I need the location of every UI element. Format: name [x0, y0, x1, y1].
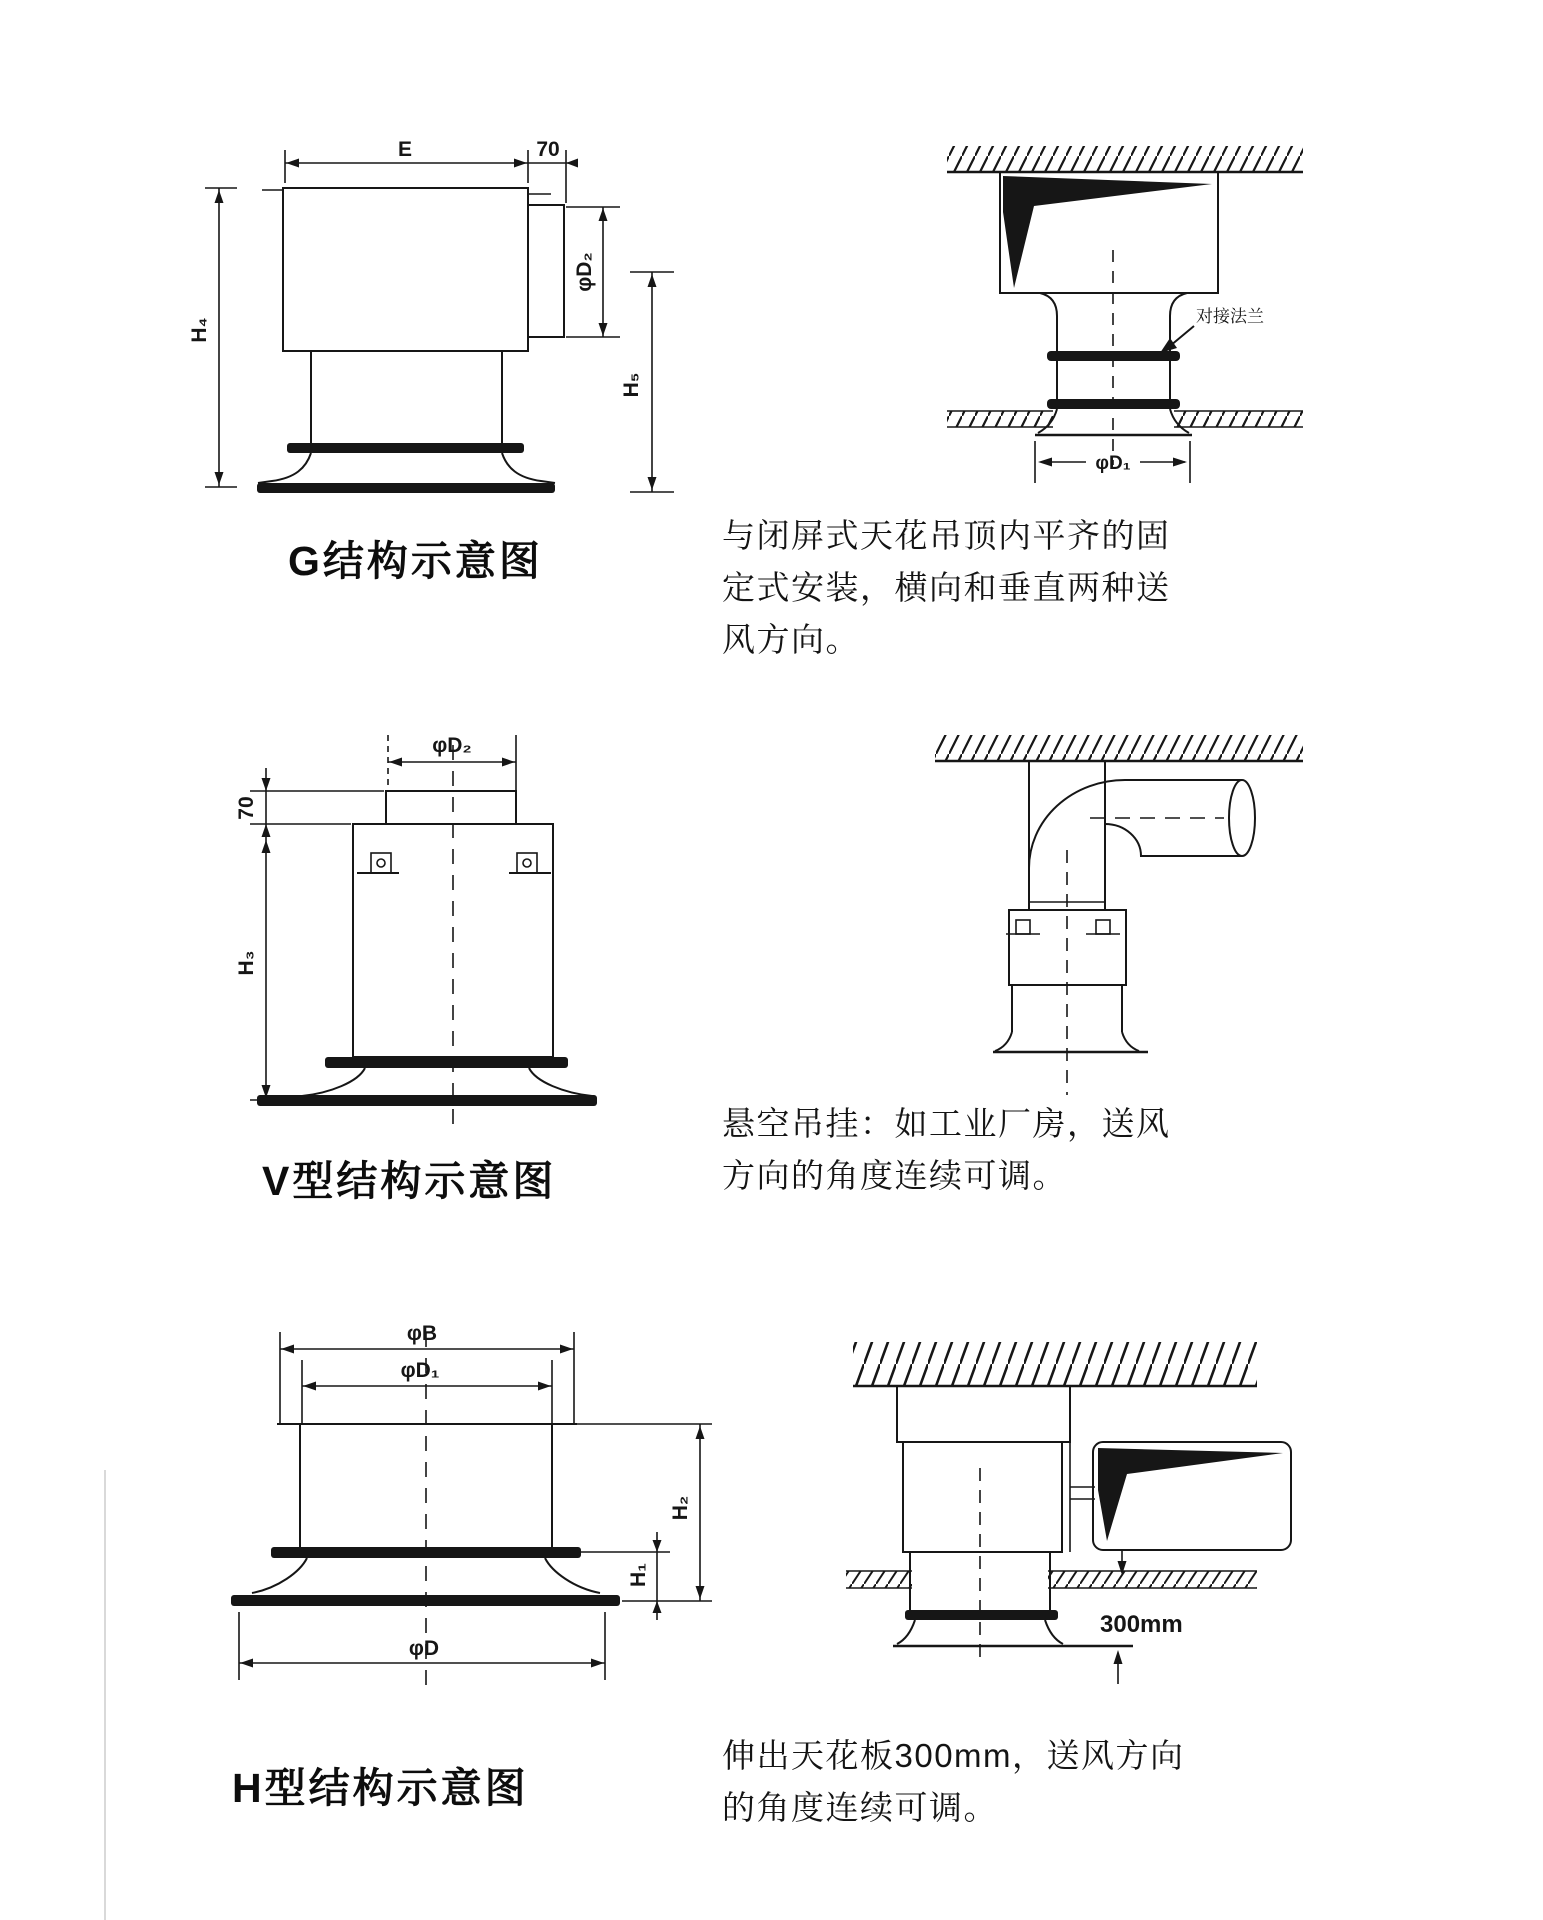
dim-label-h2: H₂: [669, 1495, 692, 1521]
caption-line: 风方向。: [722, 621, 860, 658]
mounting-lug-right: [509, 853, 551, 873]
trumpet-right: [529, 1068, 592, 1096]
caption-line: 与闭屏式天花吊顶内平齐的固: [722, 517, 1171, 554]
dim-label-300mm: 300mm: [1100, 1611, 1183, 1638]
lower-flange-bar: [1047, 399, 1180, 409]
dim-label-h4: H₄: [188, 317, 211, 343]
v-body: [257, 745, 597, 1125]
face-ring-bar: [257, 483, 555, 493]
flange-bar: [287, 443, 524, 453]
g-plenum-assembly: [257, 188, 564, 493]
plenum-box: [283, 188, 528, 351]
hanger-bracket-right: [1086, 920, 1120, 934]
flange-callout-label: 对接法兰: [1196, 307, 1264, 326]
inlet-collar: [528, 205, 564, 337]
caption-line: 伸出天花板300mm，送风方向: [722, 1737, 1185, 1774]
v-structure-diagram: [160, 580, 680, 1140]
trumpet-left: [995, 1032, 1012, 1051]
dimension-e: [285, 138, 528, 183]
dim-label-phi-d: φD: [408, 1637, 440, 1660]
g-structure-diagram: [140, 130, 700, 510]
dim-label-phi-d2: φD₂: [432, 734, 472, 757]
inlet-collar: [386, 791, 516, 824]
dim-label-70: 70: [235, 796, 258, 820]
trumpet-right: [545, 1558, 600, 1593]
installation-3-caption: [722, 1730, 1185, 1834]
installation-1-caption: [722, 510, 1171, 666]
plenum-box: [903, 1442, 1062, 1552]
dim-label-h3: H₃: [235, 950, 258, 976]
butt-flange-bar: [1047, 351, 1180, 361]
flush-mount-installation-diagram: [840, 110, 1320, 500]
duct-elbow: [1029, 761, 1255, 910]
dim-label-e: E: [397, 138, 413, 161]
suspended-ceiling-strip: [947, 411, 1303, 427]
dim-label-h5: H₅: [620, 372, 643, 398]
caption-line: 定式安装，横向和垂直两种送: [722, 569, 1171, 606]
h-body: [231, 1332, 620, 1688]
g-diagram-title: G结构示意图: [288, 538, 543, 584]
upper-box: [897, 1386, 1070, 1442]
trumpet-right: [502, 453, 555, 483]
diffuser-unit: [993, 850, 1148, 1095]
air-vane-wedge: [1003, 176, 1212, 288]
flange-callout: [1160, 307, 1264, 353]
dimension-phi-d: [239, 1612, 605, 1680]
dim-label-phi-d1: φD₁: [1095, 453, 1131, 474]
dim-label-phi-d1: φD₁: [400, 1359, 440, 1382]
duct-open-end: [1229, 780, 1255, 856]
hanger-bracket-left: [1006, 920, 1040, 934]
dimension-70: [235, 768, 384, 837]
mounting-lug-left: [357, 853, 399, 873]
dimension-phi-d2: [566, 207, 620, 337]
installation-2-caption: [722, 1098, 1171, 1202]
dimension-h4: [188, 188, 283, 487]
trumpet-right: [1122, 1032, 1139, 1051]
trumpet-left: [302, 1068, 365, 1096]
dim-label-phi-d2: φD₂: [573, 252, 596, 292]
flange-bar: [325, 1057, 568, 1068]
ceiling-hatch: [935, 735, 1303, 761]
dimension-phi-d1: [302, 1359, 552, 1423]
dim-label-h1: H₁: [627, 1563, 650, 1587]
dimension-h3: [235, 824, 292, 1100]
face-ring-bar: [231, 1595, 620, 1606]
caption-line: 方向的角度连续可调。: [722, 1157, 1067, 1194]
dimension-h5: [620, 272, 674, 492]
dim-label-70: 70: [536, 138, 560, 161]
air-vane-wedge: [1098, 1448, 1283, 1541]
h-structure-diagram: [170, 1300, 750, 1700]
trumpet-left: [252, 1558, 307, 1593]
side-discharge-unit: [1093, 1442, 1291, 1550]
ceiling-slab-hatch: [853, 1342, 1257, 1386]
caption-line: 的角度连续可调。: [722, 1789, 998, 1826]
dim-label-phi-b: φB: [406, 1322, 438, 1345]
scan-edge-artifact: [104, 1470, 106, 1920]
dimension-phi-d2: [388, 734, 516, 792]
plenum-box: [1000, 172, 1218, 293]
dimension-h1: [581, 1532, 670, 1620]
suspended-ceiling-strip: [846, 1571, 1257, 1588]
face-ring-bar: [257, 1095, 597, 1106]
trumpet-outlet: [893, 1552, 1133, 1646]
protruding-installation-diagram: [820, 1320, 1320, 1700]
ceiling-hatch: [947, 146, 1303, 172]
h-diagram-title: H型结构示意图: [232, 1765, 529, 1811]
dimension-300mm: [1100, 1550, 1183, 1684]
suspended-installation-diagram: [900, 690, 1320, 1120]
trumpet-left: [258, 453, 311, 483]
v-diagram-title: V型结构示意图: [262, 1158, 557, 1204]
flange-bar: [271, 1547, 581, 1558]
diffuser-neck: [1040, 250, 1187, 465]
caption-line: 悬空吊挂：如工业厂房，送风: [722, 1105, 1171, 1142]
flange-bar: [905, 1610, 1058, 1620]
